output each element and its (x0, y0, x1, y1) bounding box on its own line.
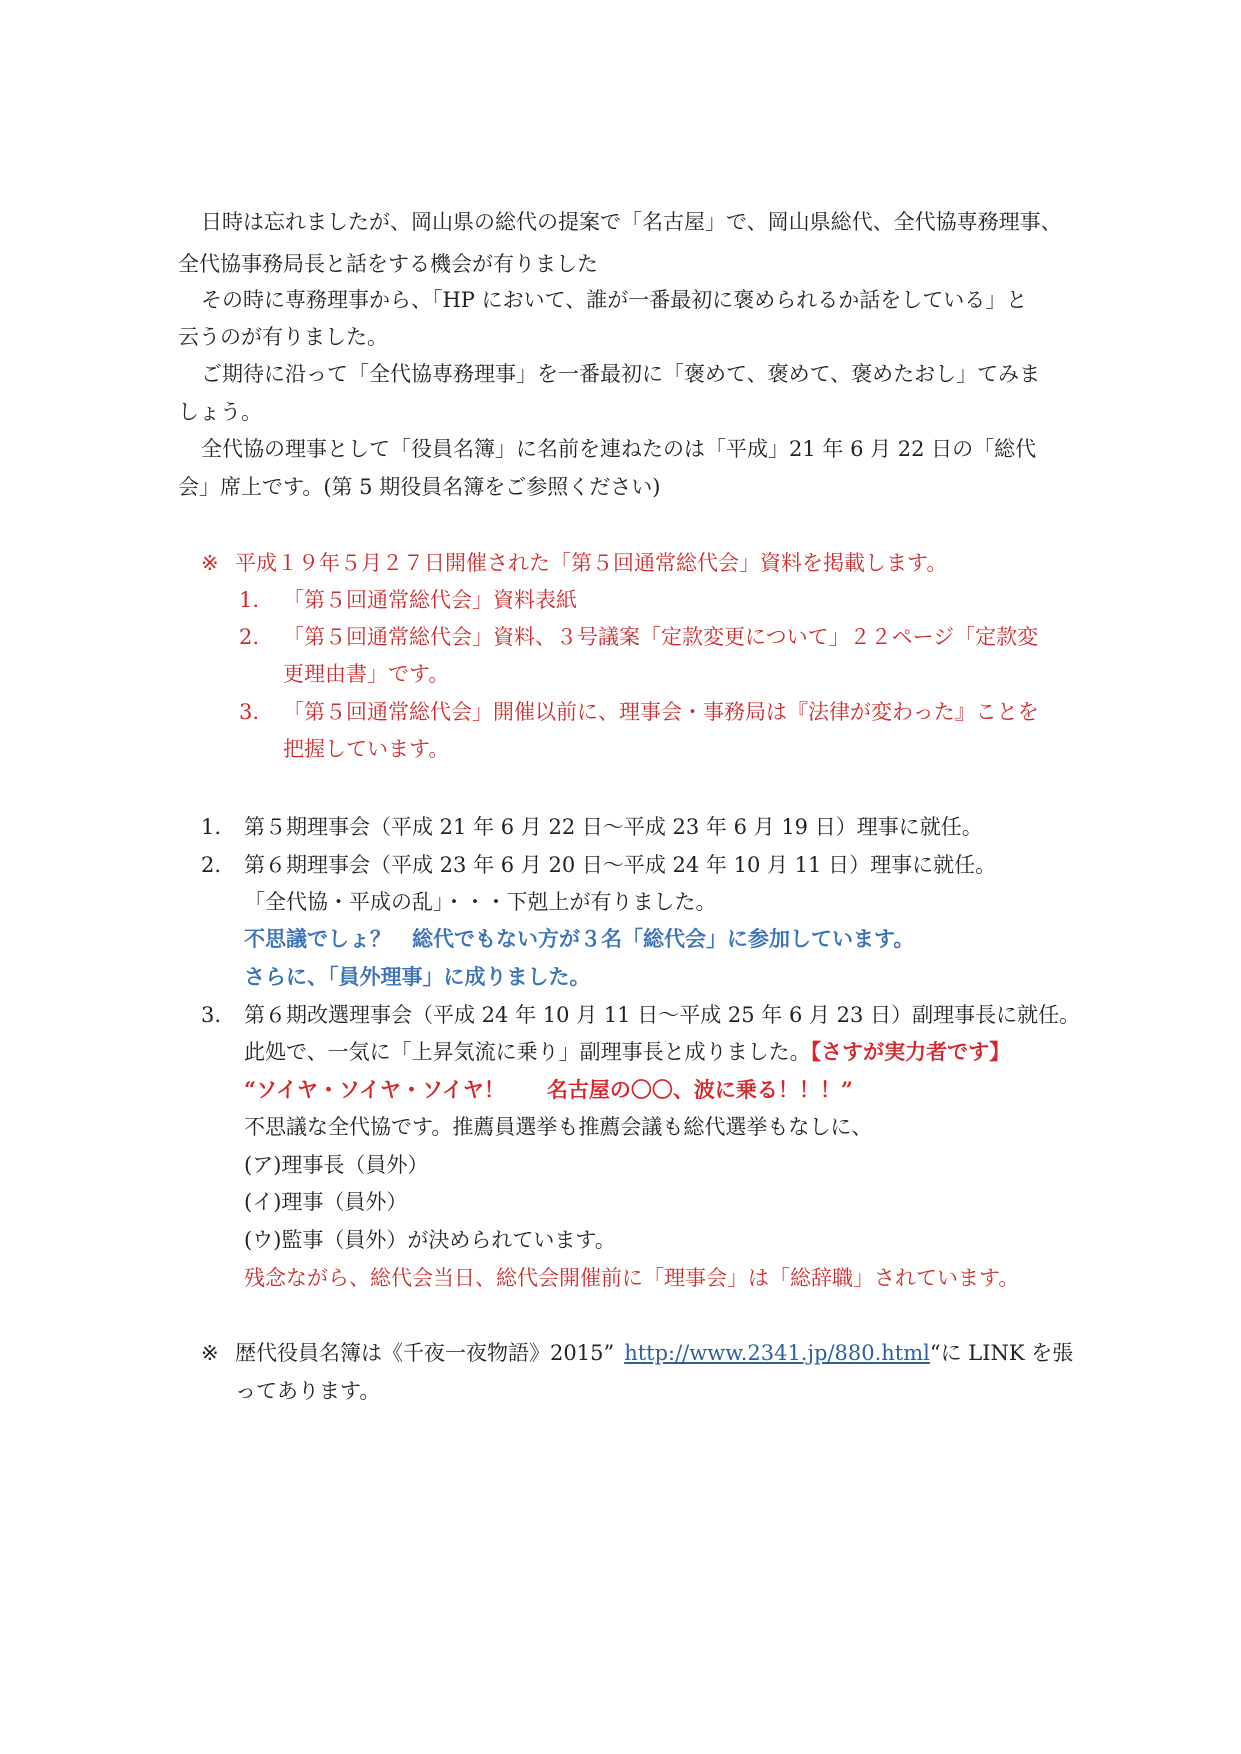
term-3-num: 3. (201, 1003, 222, 1027)
term-2-sub3: さらに、「員外理事」に成りました。 (244, 964, 591, 989)
intro-p1-line1: 日時は忘れましたが、岡山県の総代の提案で「名古屋」で、岡山県総代、全代協専務理事、 (201, 210, 1062, 234)
notice-item-3-num: 3. (239, 700, 260, 724)
notice-item-1 (239, 585, 577, 615)
term-2-text: 第６期理事会（平成 23 年 6 月 20 日～平成 24 年 10 月 11 日）理事に就任。 (244, 853, 997, 877)
term-1-text: 第５期理事会（平成 21 年 6 月 22 日～平成 23 年 6 月 19 日）理事に就任。 (244, 815, 983, 839)
term-2-sub1: 「全代協・平成の乱」・・・下剋上が有りました。 (244, 890, 717, 914)
notice-item-3-text: 「第５回通常総代会」開催以前に、理事会・事務局は『法律が変わった』ことを (283, 700, 1039, 724)
term-3-item-i: (イ)理事（員外） (244, 1190, 408, 1214)
notice-item-2-text: 「第５回通常総代会」資料、３号議案「定款変更について」２２ページ「定款変 (283, 625, 1039, 649)
term-3-sub3: 不思議な全代協です。推薦員選挙も推薦会議も総代選挙もなしに、 (244, 1115, 873, 1139)
intro-p2-line2: 云うのが有りました。 (178, 325, 388, 349)
footer-note (201, 1338, 1073, 1368)
intro-p4-line2: 会」席上です。(第 5 期役員名簿をご参照ください) (178, 475, 661, 499)
footer-link[interactable]: http://www.2341.jp/880.html (624, 1341, 930, 1365)
term-3-item-u: (ウ)監事（員外）が決められています。 (244, 1228, 616, 1252)
intro-p1-line2: 全代協事務局長と話をする機会が有りました (178, 252, 598, 276)
intro-p2-line1: その時に専務理事から、「HP において、誰が一番最初に褒められるか話をしている」と (201, 288, 1028, 312)
notice-item-3-line2: 把握しています。 (283, 737, 450, 761)
term-3-text: 第６期改選理事会（平成 24 年 10 月 11 日～平成 25 年 6 月 23 日）副理事長に就任。 (244, 1003, 1081, 1027)
term-2 (201, 850, 996, 880)
term-2-num: 2. (201, 853, 222, 877)
footer-mark: ※ (201, 1341, 219, 1365)
footer-text-before: 歴代役員名簿は《千夜一夜物語》2015” (235, 1341, 615, 1365)
notice-item-1-text: 「第５回通常総代会」資料表紙 (283, 588, 577, 612)
term-1-num: 1. (201, 815, 222, 839)
notice-mark: ※ (201, 551, 219, 575)
intro-p3-line1: ご期待に沿って「全代協専務理事」を一番最初に「褒めて、褒めて、褒めたおし」てみま (201, 362, 1041, 386)
notice-item-3 (239, 697, 1039, 727)
term-3-sub2: “ソイヤ・ソイヤ・ソイヤ！ 名古屋の〇〇、波に乗る！！！” (244, 1077, 854, 1102)
notice-item-1-num: 1. (239, 588, 260, 612)
term-3-closing: 残念ながら、総代会当日、総代会開催前に「理事会」は「総辞職」されています。 (244, 1266, 1020, 1290)
notice-item-2-num: 2. (239, 625, 260, 649)
footer-note-line2: ってあります。 (235, 1379, 381, 1403)
term-1 (201, 812, 983, 842)
footer-text-after: “に LINK を張 (929, 1341, 1074, 1365)
term-3-sub1-text: 此処で、一気に「上昇気流に乗り」副理事長と成りました。 (244, 1040, 811, 1064)
term-3-sub1 (244, 1037, 1010, 1067)
term-3 (201, 1000, 1080, 1030)
term-3-sub1-emphasis: 【さすが実力者です】 (810, 1039, 1011, 1064)
notice-line (201, 548, 947, 578)
notice-text: 平成１９年５月２７日開催された「第５回通常総代会」資料を掲載します。 (235, 551, 948, 575)
notice-item-2-line2: 更理由書」です。 (283, 662, 450, 686)
term-3-item-a: (ア)理事長（員外） (244, 1153, 429, 1177)
intro-p3-line2: しょう。 (178, 400, 262, 424)
intro-p4-line1: 全代協の理事として「役員名簿」に名前を連ねたのは「平成」21 年 6 月 22 日の「総代 (201, 437, 1037, 461)
notice-item-2 (239, 622, 1038, 652)
term-2-sub2: 不思議でしょ？ 総代でもない方が３名「総代会」に参加しています。 (244, 926, 915, 951)
